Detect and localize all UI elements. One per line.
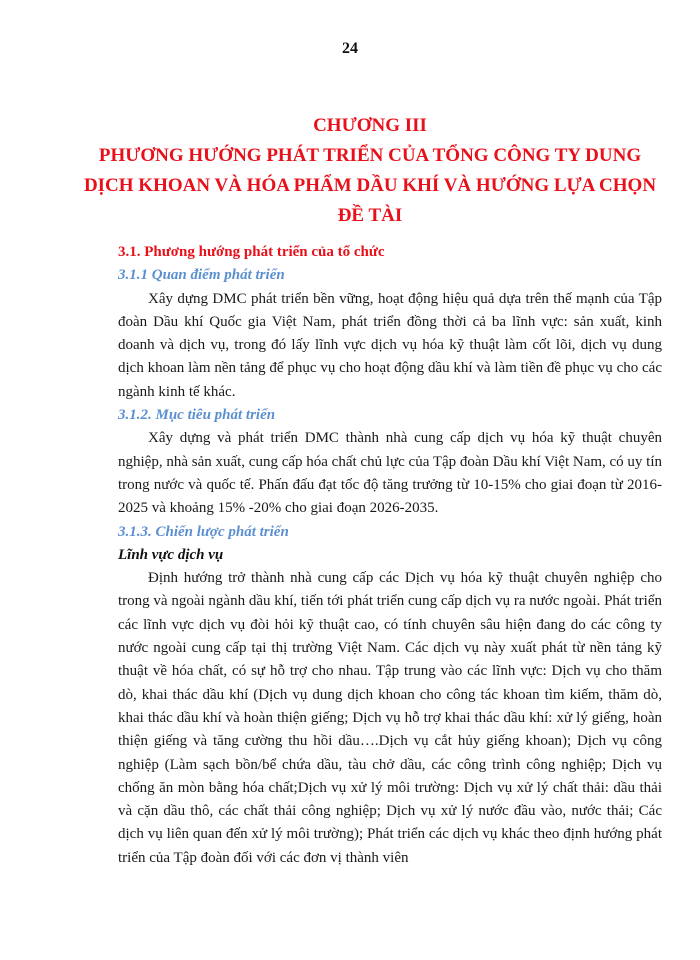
document-body [118,241,662,870]
subheading-services: Lĩnh vực dịch vụ [118,546,224,563]
section-heading-3-1-2: 3.1.2. Mục tiêu phát triển [118,407,276,424]
section-heading-3-1-1: 3.1.1 Quan điểm phát triển [118,267,285,284]
paragraph-3-1-2: Xây dựng và phát triển DMC thành nhà cung cấp dịch vụ hóa kỹ thuật chuyên nghiệp, nhà sản xuất, cung cấp hóa chất chủ lực của Tập đoàn Dầu khí Việt Nam, có uy tín trong nước và quốc tế. Phấn đấu đạt tốc độ tăng trưởng từ 10-15% cho giai đoạn từ 2016- 2025 và khoảng 15% -20% cho giai đoạn 2026-2035. [118,430,663,517]
page-number: 24 [342,40,358,57]
chapter-label: CHƯƠNG III [313,115,427,136]
paragraph-3-1-1: Xây dựng DMC phát triển bền vững, hoạt động hiệu quả dựa trên thế mạnh của Tập đoàn Dầu khí Quốc gia Việt Nam, phát triển đồng thời cả ba lĩnh vực: sản xuất, kinh doanh và dịch vụ, trong đó lấy lĩnh vực dịch vụ hóa kỹ thuật làm cốt lõi, dịch vụ dung dịch khoan làm nền tảng để phục vụ cho hoạt động dầu khí và làm tiền đề phục vụ cho các ngành kinh tế khác. [118,290,662,400]
section-heading-3-1-3: 3.1.3. Chiến lược phát triển [118,523,289,540]
chapter-title: PHƯƠNG HƯỚNG PHÁT TRIỂN CỦA TỔNG CÔNG TY DUNG DỊCH KHOAN VÀ HÓA PHẨM DẦU KHÍ VÀ HƯỚNG LỰA CHỌN ĐỀ TÀI [83,145,657,226]
paragraph-3-1-3: Định hướng trở thành nhà cung cấp các Dịch vụ hóa kỹ thuật chuyên nghiệp cho trong và ngoài ngành dầu khí, tiến tới phát triển cung cấp dịch vụ ra nước ngoài. Phát triển các lĩnh vực dịch vụ đòi hỏi kỹ thuật cao, có tính chuyên sâu hiện đang do các công ty nước ngoài cung cấp tại thị trường Việt Nam. Các dịch vụ này xuất phát từ nền tảng kỹ thuật về hóa chất, có sự hỗ trợ cho nhau. Tập trung vào các lĩnh vực: Dịch vụ cho thăm dò, khai thác dầu khí (Dịch vụ dung dịch khoan cho công tác khoan tìm kiếm, thăm dò, khai thác dầu khí và hoàn thiện giếng; Dịch vụ hỗ trợ khai thác dầu khí: xử lý giếng, hoàn thiện giếng và tăng cường thu hồi dầu….Dịch vụ cắt hủy giếng khoan); Dịch vụ công nghiệp (Làm sạch bồn/bể chứa dầu, tàu chở dầu, các công trình công nghiệp; Dịch vụ chống ăn mòn bằng hóa chất;Dịch vụ xử lý môi trường: Dịch vụ xử lý chất thải: dầu thải và cặn dầu thô, các chất thải công nghiệp; Dịch vụ xử lý nước đầu vào, nước thải; Các dịch vụ liên quan đến xử lý môi trường); Phát triển các dịch vụ khác theo định hướng phát triển của Tập đoàn đối với các đơn vị thành viên [118,570,662,866]
section-heading-3-1: 3.1. Phương hướng phát triển của tổ chức [118,244,385,260]
